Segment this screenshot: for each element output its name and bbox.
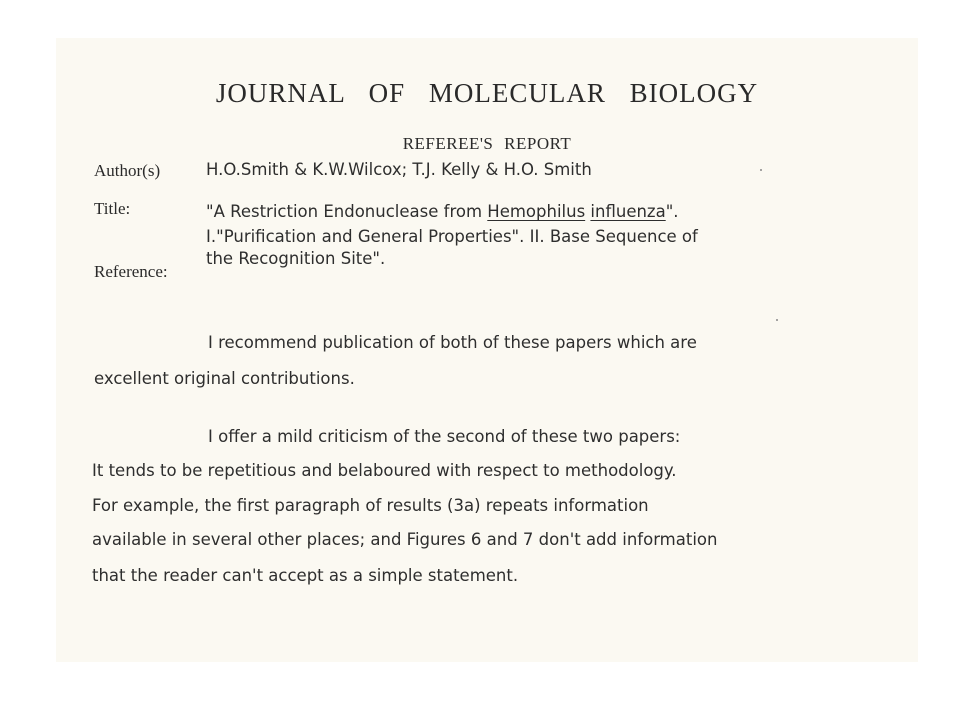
title-prefix: "A Restriction Endonuclease from: [206, 202, 488, 221]
body-line-7: that the reader can't accept as a simple statement.: [92, 566, 519, 585]
reference-label: Reference:: [94, 262, 168, 281]
author-label: Author(s): [94, 161, 161, 180]
title-line-1: [206, 202, 679, 221]
title-suffix: ".: [665, 202, 679, 221]
title-line-2: I."Purification and General Properties". II. Base Sequence of: [206, 227, 698, 246]
body-line-3: I offer a mild criticism of the second of these two papers:: [208, 427, 681, 446]
title-species: influenza: [590, 202, 666, 221]
report-page: [56, 38, 918, 662]
report-title: REFEREE'S REPORT: [402, 134, 572, 153]
title-genus: Hemophilus: [487, 202, 586, 221]
body-line-4: It tends to be repetitious and belaboured with respect to methodology.: [92, 461, 677, 480]
body-line-6: available in several other places; and Figures 6 and 7 don't add information: [92, 530, 718, 549]
journal-title: JOURNAL OF MOLECULAR BIOLOGY: [215, 78, 759, 108]
title-line-3: the Recognition Site".: [206, 249, 386, 268]
body-line-5: For example, the first paragraph of results (3a) repeats information: [92, 496, 649, 515]
paper-speck: [776, 319, 778, 321]
body-line-2: excellent original contributions.: [94, 369, 355, 388]
body-line-1: I recommend publication of both of these papers which are: [208, 333, 697, 352]
paper-speck: [760, 169, 762, 171]
title-label: Title:: [94, 199, 131, 218]
author-value: H.O.Smith & K.W.Wilcox; T.J. Kelly & H.O. Smith: [206, 160, 592, 179]
